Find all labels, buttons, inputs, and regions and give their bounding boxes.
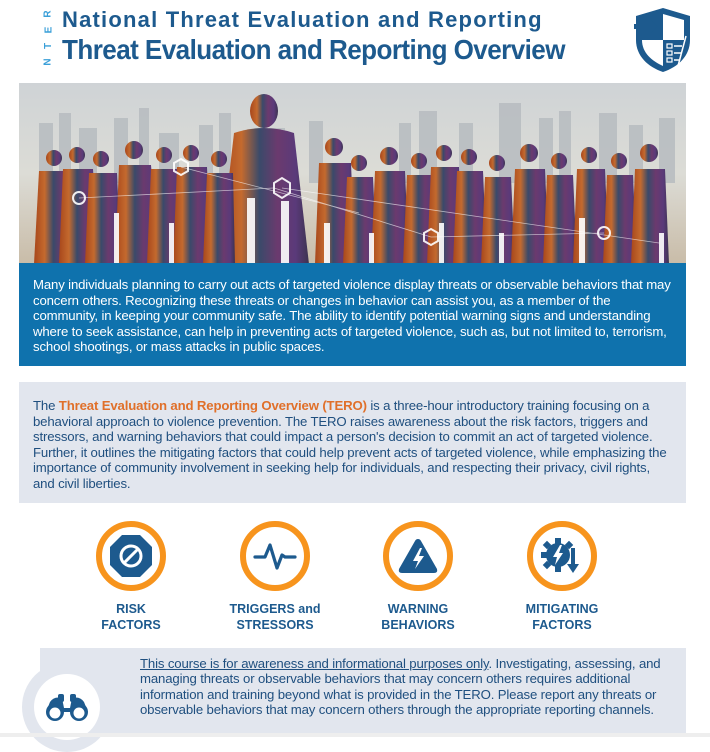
category-risk-factors [71,521,191,633]
tero-description-panel [19,382,686,503]
category-mitigating-factors [502,521,622,633]
category-label-line2: FACTORS [101,618,161,632]
nter-letter: R [42,10,54,18]
page-title: Threat Evaluation and Reporting Overview [62,34,565,65]
category-warning-behaviors [358,521,478,633]
disclaimer-text: . Investigating, assessing, and managing threats or observable behaviors that may concern others requires additional information and training beyond what is provided in the TERO. Please report any threats or observable behaviors that may concern others through the appropriate reporting channels. [140,656,661,717]
intro-panel [19,263,686,366]
nter-letter: T [42,42,54,50]
intro-text: Many individuals planning to carry out acts of targeted violence display threats or observable behaviors that may concern others. Recognizing these threats or changes in behavior can assist you, as a member of the community, in keeping your community safe. The ability to identify potential warning signs and understanding where to seek assistance, can help in preventing acts of targeted violence, such as, but not limited to, terrorism, school shootings, or mass attacks in public spaces. [33,277,671,355]
category-label-line2: STRESSORS [236,618,314,632]
binoculars-badge-inner [34,674,100,740]
hero-image [19,83,686,264]
warning-triangle-icon [397,537,439,575]
category-label-line2: BEHAVIORS [381,618,455,632]
nter-vertical-tag [44,8,56,68]
gear-down-arrow-icon [541,536,583,576]
program-title: National Threat Evaluation and Reporting [62,7,543,32]
disclaimer-panel [40,648,686,734]
heartbeat-icon [253,541,297,571]
nter-letter: E [42,26,54,34]
category-label-line1: WARNING [387,602,449,616]
category-label-line1: MITIGATING [525,602,599,616]
nter-letter: N [42,58,54,66]
tero-prefix: The [33,398,59,413]
stop-sign-icon [108,533,154,579]
category-label-line1: TRIGGERS and [229,602,321,616]
category-label-line1: RISK [116,602,146,616]
disclaimer-underlined: This course is for awareness and informational purposes only [140,656,489,671]
category-label-line2: FACTORS [532,618,592,632]
category-triggers-stressors [215,521,335,633]
binoculars-icon [44,692,90,722]
tero-body: is a three-hour introductory training focusing on a behavioral approach to violence prevention. The TERO raises awareness about the risk factors, triggers and stressors, and warning behaviors that could impact a person's decision to commit an act of targeted violence. Further, it outlines the mitigating factors that could help prevent acts of targeted violence, while emphasizing the importance of community involvement in seeking help for individuals, and respecting their privacy, civil rights, and civil liberties. [33,398,667,491]
shield-checklist-icon [632,6,694,74]
page-bottom-divider [0,733,710,737]
tero-highlight: Threat Evaluation and Reporting Overview (TERO) [58,398,367,413]
